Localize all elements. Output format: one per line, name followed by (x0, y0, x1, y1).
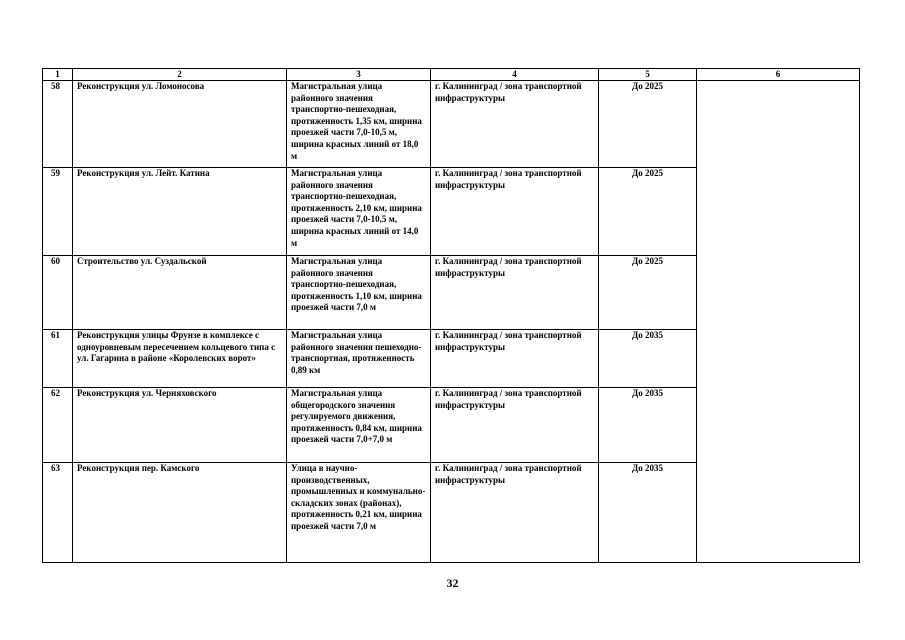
column-header: 2 (73, 69, 287, 81)
project-location: г. Калининград / зона транспортной инфраструктуры (431, 81, 599, 168)
project-description: Магистральная улица районного значения транспортно-пешеходная, протяженность 2,10 км, ширина проезжей части 7,0-10,5 м, ширина красных линий от 14,0 м (287, 168, 431, 256)
project-description: Улица в научно-производственных, промышленных и коммунально-складских зонах (районах), протяженность 0,21 км, ширина проезжей части 7,0 м (287, 463, 431, 563)
projects-table (42, 68, 860, 563)
table-header-row (43, 69, 860, 81)
project-location: г. Калининград / зона транспортной инфраструктуры (431, 463, 599, 563)
project-name: Реконструкция пер. Камского (73, 463, 287, 563)
notes-cell (697, 81, 860, 563)
project-name: Реконструкция улицы Фрунзе в комплексе с одноуровневым пересечением кольцевого типа с ул. Гагарина в районе «Королевских ворот» (73, 330, 287, 388)
project-name: Реконструкция ул. Лейт. Катина (73, 168, 287, 256)
project-description: Магистральная улица общегородского значения регулируемого движения, протяженность 0,84 км, ширина проезжей части 7,0+7,0 м (287, 388, 431, 463)
project-deadline: До 2025 (599, 256, 697, 330)
document-page (42, 68, 859, 563)
project-deadline: До 2035 (599, 463, 697, 563)
project-deadline: До 2025 (599, 168, 697, 256)
table-row (43, 81, 860, 168)
column-header: 3 (287, 69, 431, 81)
page-number: 32 (446, 576, 459, 590)
project-name: Реконструкция ул. Ломоносова (73, 81, 287, 168)
project-location: г. Калининград / зона транспортной инфраструктуры (431, 168, 599, 256)
row-number: 62 (43, 388, 73, 463)
project-location: г. Калининград / зона транспортной инфраструктуры (431, 256, 599, 330)
column-header: 1 (43, 69, 73, 81)
project-description: Магистральная улица районного значения пешеходно-транспортная, протяженность 0,89 км (287, 330, 431, 388)
project-location: г. Калининград / зона транспортной инфраструктуры (431, 388, 599, 463)
project-deadline: До 2035 (599, 388, 697, 463)
row-number: 61 (43, 330, 73, 388)
column-header: 5 (599, 69, 697, 81)
column-header: 4 (431, 69, 599, 81)
project-name: Строительство ул. Суздальской (73, 256, 287, 330)
project-name: Реконструкция ул. Черняховского (73, 388, 287, 463)
column-header: 6 (697, 69, 860, 81)
project-location: г. Калининград / зона транспортной инфраструктуры (431, 330, 599, 388)
row-number: 63 (43, 463, 73, 563)
row-number: 59 (43, 168, 73, 256)
project-deadline: До 2035 (599, 330, 697, 388)
row-number: 58 (43, 81, 73, 168)
row-number: 60 (43, 256, 73, 330)
project-deadline: До 2025 (599, 81, 697, 168)
project-description: Магистральная улица районного значения транспортно-пешеходная, протяженность 1,35 км, ширина проезжей части 7,0-10,5 м, ширина красных линий от 18,0 м (287, 81, 431, 168)
project-description: Магистральная улица районного значения транспортно-пешеходная, протяженность 1,10 км, ширина проезжей части 7,0 м (287, 256, 431, 330)
